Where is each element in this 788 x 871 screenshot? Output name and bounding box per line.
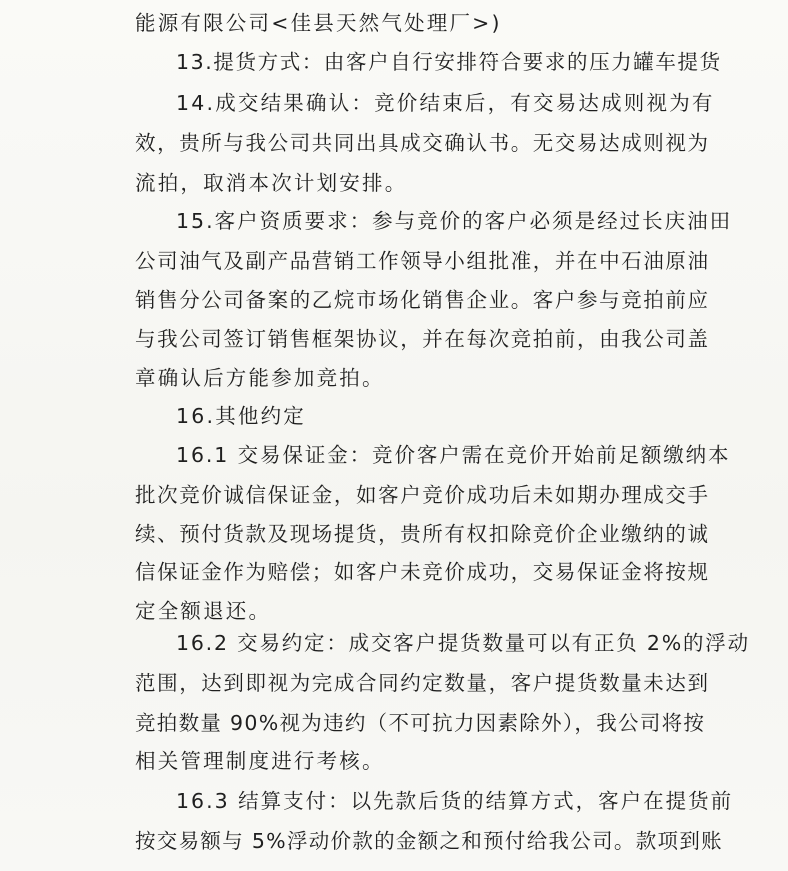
text-line-4: 效，贵所与我公司共同出具成交确认书。无交易达成则视为 bbox=[135, 131, 710, 155]
text-line-6: 15.客户资质要求：参与竞价的客户必须是经过长庆油田 bbox=[176, 209, 733, 233]
text-line-2: 13.提货方式：由客户自行安排符合要求的压力罐车提货 bbox=[176, 50, 722, 74]
text-line-19: 竞拍数量 90%视为违约（不可抗力因素除外），我公司将按 bbox=[135, 711, 706, 735]
text-line-13: 批次竞价诚信保证金，如客户竞价成功后未如期办理成交手 bbox=[135, 483, 710, 507]
text-line-7: 公司油气及副产品营销工作领导小组批准，并在中石油原油 bbox=[135, 249, 710, 273]
text-line-20: 相关管理制度进行考核。 bbox=[135, 749, 385, 773]
text-line-17: 16.2 交易约定：成交客户提货数量可以有正负 2%的浮动 bbox=[176, 631, 750, 655]
text-line-10: 章确认后方能参加竞拍。 bbox=[135, 366, 385, 390]
text-line-18: 范围，达到即视为完成合同约定数量，客户提货数量未达到 bbox=[135, 671, 710, 695]
text-line-16: 定全额退还。 bbox=[135, 599, 272, 623]
text-line-8: 销售分公司备案的乙烷市场化销售企业。客户参与竞拍前应 bbox=[135, 288, 710, 312]
text-line-1: 能源有限公司<佳县天然气处理厂>) bbox=[135, 11, 502, 35]
text-line-22: 按交易额与 5%浮动价款的金额之和预付给我公司。款项到账 bbox=[135, 829, 723, 853]
text-line-15: 信保证金作为赔偿；如客户未竞价成功，交易保证金将按规 bbox=[135, 560, 710, 584]
section-heading-16: 16.其他约定 bbox=[176, 404, 307, 428]
text-line-12: 16.1 交易保证金：竞价客户需在竞价开始前足额缴纳本 bbox=[176, 443, 731, 467]
text-line-3: 14.成交结果确认：竞价结束后，有交易达成则视为有 bbox=[176, 91, 715, 115]
text-line-14: 续、预付货款及现场提货，贵所有权扣除竞价企业缴纳的诚 bbox=[135, 522, 710, 546]
text-line-21: 16.3 结算支付：以先款后货的结算方式，客户在提货前 bbox=[176, 789, 734, 813]
text-line-9: 与我公司签订销售框架协议，并在每次竞拍前，由我公司盖 bbox=[135, 327, 710, 351]
text-line-5: 流拍，取消本次计划安排。 bbox=[135, 171, 408, 195]
